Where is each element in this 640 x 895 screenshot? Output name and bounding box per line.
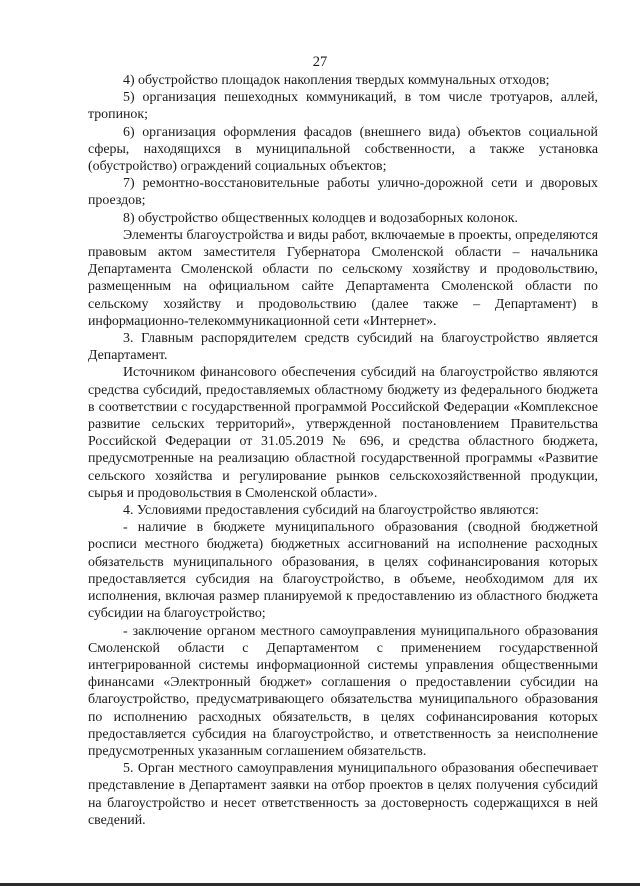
item-6-text: 6) организация оформления фасадов (внешнего вида) объектов социальной сферы, находящихся в муниципальной собственности, а также установка (обустройство) ограждений социальных объектов; xyxy=(88,124,598,175)
section-3-paragraph: 3. Главным распорядителем средств субсидий на благоустройство является Департамент. xyxy=(88,331,598,364)
item-8-text: 8) обустройство общественных колодцев и водозаборных колонок. xyxy=(123,210,519,226)
bottom-divider xyxy=(0,883,640,886)
elements-paragraph: Элементы благоустройства и виды работ, включаемые в проекты, определяются правовым актом заместителя Губернатора Смоленской области – начальника Департамента Смоленской области по сельскому хозяйству и продовольствию, размещенным на официальном сайте Департамента Смоленской области по сельскому хозяйству и продовольствию (далее также – Департамент) в информационно-телекоммуникационной сети «Интернет». xyxy=(88,227,598,329)
item-4-text: 4) обустройство площадок накопления твердых коммунальных отходов; xyxy=(123,73,550,88)
condition-budget-paragraph: - наличие в бюджете муниципального образования (сводной бюджетной росписи местного бюджета) бюджетных ассигнований на исполнение расходных обязательств муниципального образования, в целях софинансирования которых предоставляется субсидия на благоустройство, в объеме, необходимом для их исполнения, включая размер планируемой к предоставлению из областного бюджета субсидии на благоустройство; xyxy=(88,520,598,622)
page-number: 27 xyxy=(312,54,328,70)
funding-source-paragraph: Источником финансового обеспечения субсидий на благоустройство являются средства субсидий, предоставляемых областному бюджету из федерального бюджета в соответствии с государственной программой Российской Федерации «Комплексное развитие сельских территорий», утвержденной постановлением Правительства Российской Федерации от 31.05.2019 № 696, и средства областного бюджета, предусмотренные на реализацию областной государственной программы «Развитие сельского хозяйства и регулирование рынков сельскохозяйственной продукции, сырья и продовольствия в Смоленской области». xyxy=(88,365,598,501)
section-4-heading: 4. Условиями предоставления субсидий на благоустройство являются: xyxy=(123,503,539,519)
condition-agreement-paragraph: - заключение органом местного самоуправления муниципального образования Смоленской области с Департаментом с применением государственной интегрированной системы информационной системы управления общественными финансами «Электронный бюджет» соглашения о предоставлении субсидии на благоустройство, предусматривающего обязательства муниципального образования по исполнению расходных обязательств, в целях софинансирования которых предоставляется субсидия на благоустройство, и ответственность за неисполнение предусмотренных указанным соглашением обязательств. xyxy=(88,623,598,759)
item-5-text: 5) организация пешеходных коммуникаций, в том числе тротуаров, аллей, тропинок; xyxy=(88,90,598,123)
item-7-text: 7) ремонтно-восстановительные работы улично-дорожной сети и дворовых проездов; xyxy=(88,176,598,209)
section-5-paragraph: 5. Орган местного самоуправления муниципального образования обеспечивает представление в Департамент заявки на отбор проектов в целях получения субсидий на благоустройство и несет ответственность за достоверность содержащихся в ней сведений. xyxy=(88,761,598,828)
document-body xyxy=(88,72,598,829)
